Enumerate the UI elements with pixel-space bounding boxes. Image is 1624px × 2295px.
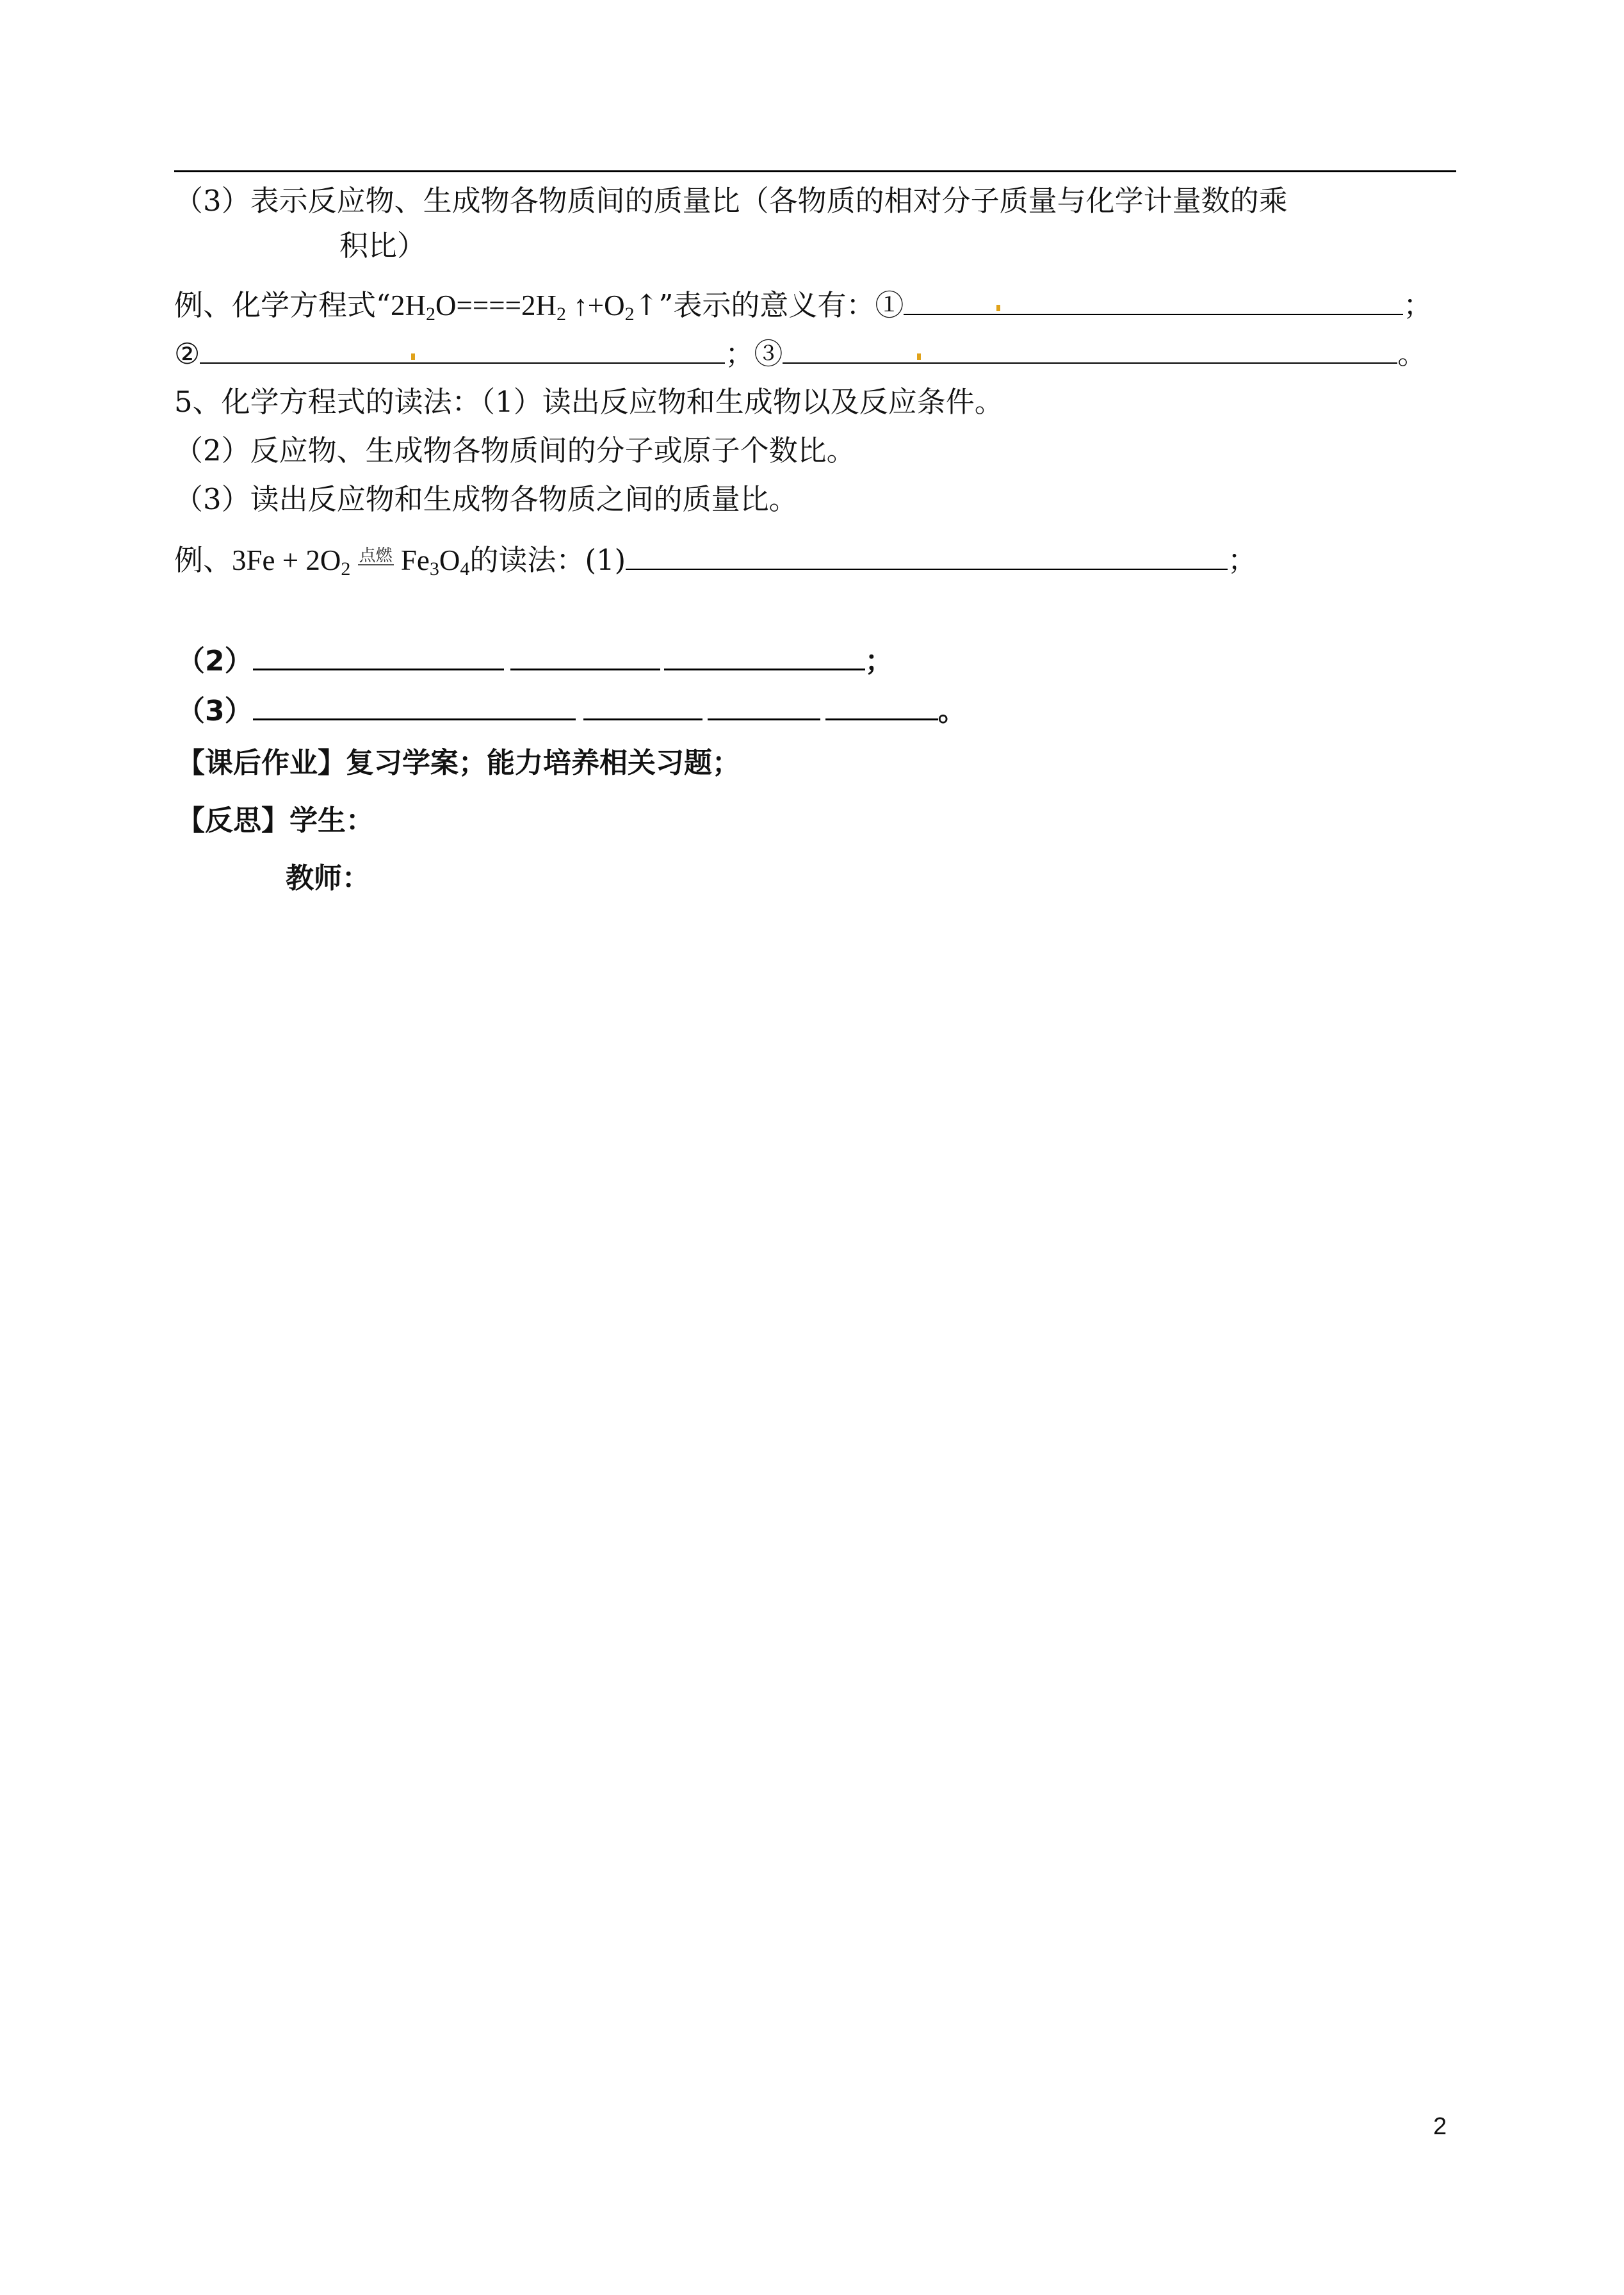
page-number: 2 (1433, 2113, 1447, 2140)
eq-part: O====2H (435, 289, 557, 321)
semicolon: ； (1228, 544, 1257, 576)
answer-blank-6b[interactable] (583, 693, 702, 720)
reading-2-line (177, 643, 893, 679)
period: 。 (1397, 337, 1427, 371)
answer-blank-3[interactable] (783, 334, 1397, 364)
blank-marker (411, 353, 415, 360)
reactant-sub: 2 (341, 558, 351, 580)
blank-marker (917, 353, 921, 360)
semicolon: ； (865, 645, 893, 677)
section-3-line1: （3）表示反应物、生成物各物质间的质量比（各物质的相对分子质量与化学计量数的乘 (174, 184, 1288, 218)
condition-label: 点燃 (359, 546, 393, 565)
eq-part: ↑”表示的意义有：① (634, 288, 904, 322)
semicolon-circle-3: ；③ (725, 337, 783, 371)
product-sub: 3 (429, 558, 439, 580)
reactants: 例、3Fe + 2O (174, 544, 341, 576)
reading-2-label: （2） (177, 645, 253, 677)
answer-blank-4[interactable] (626, 540, 1228, 570)
eq-sub: 2 (426, 304, 436, 325)
example-2-line (174, 540, 1256, 580)
answer-blank-1[interactable] (904, 286, 1403, 315)
answer-blank-5a[interactable] (253, 643, 504, 670)
product: O (439, 544, 460, 576)
circle-2: ② (174, 337, 200, 371)
homework-line: 【课后作业】复习学案；能力培养相关习题； (177, 747, 740, 779)
product-sub: 4 (460, 558, 470, 580)
example-1-prefix: 例、化学方程式“ (174, 288, 391, 322)
answer-blank-5b[interactable] (510, 643, 660, 670)
answer-blank-6c[interactable] (708, 693, 820, 720)
eq-sub: 2 (624, 304, 635, 325)
example-1-line (174, 286, 1432, 325)
eq-part: ↑+O (573, 289, 625, 321)
section-5-item2: （2）反应物、生成物各物质间的分子或原子个数比。 (174, 434, 856, 467)
eq-part: 2H (391, 289, 426, 321)
reading-label: 的读法：(1) (469, 543, 626, 577)
eq-sub: 2 (556, 304, 567, 325)
answer-blank-6a[interactable] (253, 693, 576, 720)
answer-blank-2[interactable] (200, 334, 725, 364)
reflection-student: 【反思】学生： (177, 804, 374, 837)
section-3-line2: 积比） (339, 229, 426, 263)
semicolon: ； (1403, 288, 1433, 322)
reading-3-label: （3） (177, 695, 253, 727)
section-5-title: 5、化学方程式的读法：（1）读出反应物和生成物以及反应条件。 (174, 385, 1003, 419)
example-1-line2 (174, 334, 1426, 373)
reflection-teacher: 教师： (286, 862, 370, 895)
period: 。 (938, 695, 966, 727)
condition-over-arrow (358, 547, 394, 565)
blank-marker (996, 305, 1000, 311)
answer-blank-6d[interactable] (825, 693, 938, 720)
header-rule (174, 170, 1456, 172)
answer-blank-5c[interactable] (664, 643, 865, 670)
section-5-item3: （3）读出反应物和生成物各物质之间的质量比。 (174, 482, 798, 516)
reading-3-line (177, 693, 966, 729)
product: Fe (400, 544, 430, 576)
